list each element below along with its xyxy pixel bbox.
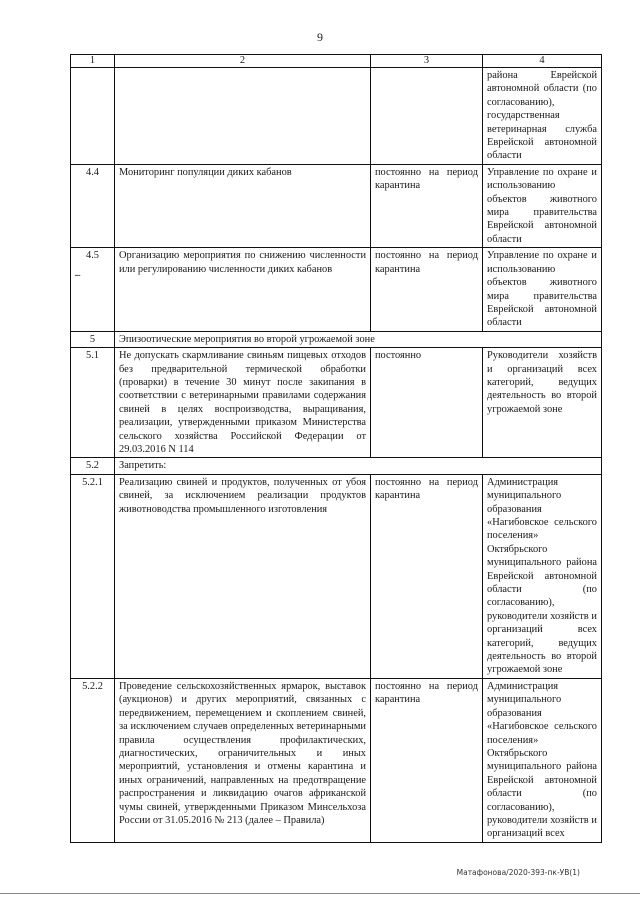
term-text: постоянно на период карантина [371,678,483,842]
margin-mark: – [75,269,81,281]
table-row [71,68,602,165]
table-row [71,678,602,842]
section-row [71,458,602,474]
row-number-cell [71,248,115,331]
section-row [71,331,602,347]
row-number [71,68,115,165]
responsible-text: района Еврейской автономной области (по согласованию), государственная ветеринарная служба Еврейской автономной области [483,68,602,165]
row-number: 5.2.2 [71,678,115,842]
measure-text: Реализацию свиней и продуктов, полученных от убоя свиней, за исключением реализации продуктов животноводства промышленного изготовления [115,474,371,678]
header-col-1: 1 [71,55,115,68]
table-row [71,248,602,331]
term-text: постоянно на период карантина [371,164,483,247]
table-row [71,474,602,678]
measures-table [70,54,602,843]
table-row [71,348,602,458]
measure-text: Проведение сельскохозяйственных ярмарок, выставок (аукционов) и других мероприятий, связанных с передвижением, перемещением и скоплением свиней, за исключением случаев определенных ветеринарными правила осуществления профилактических, диагностических, ограничительных и иных мероприятий, установления и отмены карантина и иных ограничений, направленных на предотвращение распространения и ликвидацию очагов африканской чумы свиней, утвержденными Приказом Минсельхоза России от 31.05.2016 № 213 (далее – Правила) [115,678,371,842]
table-header-row [71,55,602,68]
measure-text [115,68,371,165]
row-number: 4.5 [86,250,99,262]
section-title: Запретить: [115,458,602,474]
measure-text: Не допускать скармливание свиньям пищевых отходов без предварительной термической обработки (проварки) в течение 30 минут после закипания в соответствии с ветеринарными правилами содержания свиней в целях воспроизводства, выращивания, реализации, утвержденными приказом Министерства сельского хозяйства Российской Федерации от 29.03.2016 N 114 [115,348,371,458]
table-row [71,164,602,247]
row-number: 5.2.1 [71,474,115,678]
measure-text: Организацию мероприятия по снижению численности или регулированию численности диких кабанов [115,248,371,331]
responsible-text: Администрация муниципального образования «Нагибовское сельского поселения» Октябрьского муниципального района Еврейской автономной области (по согласованию), руководители хозяйств и организаций всех [483,678,602,842]
term-text: постоянно на период карантина [371,474,483,678]
section-title: Эпизоотические мероприятия во второй угрожаемой зоне [115,331,602,347]
responsible-text: Управление по охране и использованию объектов животного мира правительства Еврейской автономной области [483,248,602,331]
row-number: 5.2 [71,458,115,474]
measure-text: Мониторинг популяции диких кабанов [115,164,371,247]
term-text [371,68,483,165]
header-col-3: 3 [371,55,483,68]
row-number: 5 [71,331,115,347]
row-number: 4.4 [71,164,115,247]
responsible-text: Руководители хозяйств и организаций всех категорий, ведущих деятельность во второй угрожаемой зоне [483,348,602,458]
header-col-4: 4 [483,55,602,68]
page-number: 9 [317,30,323,44]
responsible-text: Администрация муниципального образования «Нагибовское сельского поселения» Октябрьского муниципального района Еврейской автономной области (по согласованию), руководители хозяйств и организаций всех категорий, ведущих деятельность во второй угрожаемой зоне [483,474,602,678]
row-number: 5.1 [71,348,115,458]
page-bottom-divider [0,893,640,894]
document-footer-code: Матафонова/2020-393-пк-УВ(1) [456,868,580,877]
header-col-2: 2 [115,55,371,68]
term-text: постоянно на период карантина [371,248,483,331]
responsible-text: Управление по охране и использованию объектов животного мира правительства Еврейской автономной области [483,164,602,247]
term-text: постоянно [371,348,483,458]
